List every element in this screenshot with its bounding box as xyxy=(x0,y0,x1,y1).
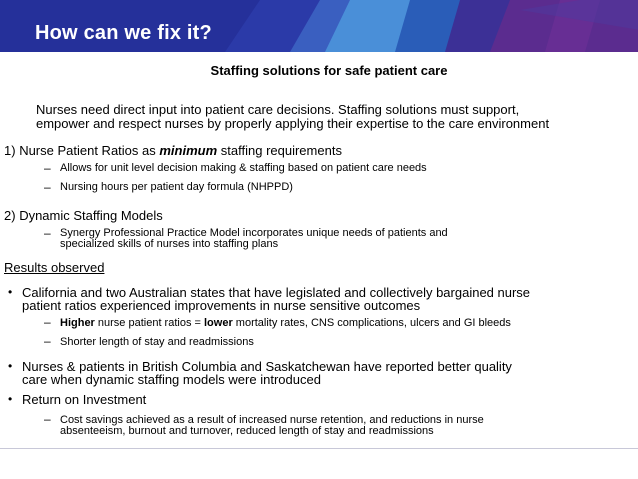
result-1-sub-2: Shorter length of stay and readmissions xyxy=(60,336,254,348)
slide-title: How can we fix it? xyxy=(35,22,212,44)
intro-line-1: Nurses need direct input into patient care decisions. Staffing solutions must support, xyxy=(36,102,520,117)
dash-marker: – xyxy=(44,226,51,240)
result-3-sub-line-2: absenteeism, burnout and turnover, reduced length of stay and readmissions xyxy=(60,425,434,437)
item-1-text-post: staffing requirements xyxy=(217,143,342,158)
results-heading: Results observed xyxy=(4,260,105,275)
result-1-line-2: patient ratios experienced improvements in nurse sensitive outcomes xyxy=(22,298,421,313)
slide-subtitle: Staffing solutions for safe patient care xyxy=(210,63,448,78)
item-1-sub-1: Allows for unit level decision making & staffing based on patient care needs xyxy=(60,162,427,174)
bullet-marker: • xyxy=(8,392,13,406)
result-1-line-1: California and two Australian states that have legislated and collectively bargained nurse xyxy=(22,285,531,300)
intro-line-2: empower and respect nurses by properly applying their expertise to the care environment xyxy=(36,116,550,131)
footer-divider xyxy=(0,448,638,449)
result-3-sub-line-1: Cost savings achieved as a result of increased nurse retention, and reductions in nurse xyxy=(60,414,484,426)
item-1 xyxy=(4,144,342,157)
dash-marker: – xyxy=(44,161,51,175)
dash-marker: – xyxy=(44,180,51,194)
bullet-marker: • xyxy=(8,285,13,299)
item-2-sub-line-1: Synergy Professional Practice Model incorporates unique needs of patients and xyxy=(60,227,448,239)
header-banner xyxy=(0,0,638,52)
bullet-marker: • xyxy=(8,359,13,373)
result-2-line-2: care when dynamic staffing models were introduced xyxy=(22,372,321,387)
result-1-sub-1-text-1: nurse patient ratios = xyxy=(94,317,204,329)
dash-marker: – xyxy=(44,334,51,348)
result-1-sub-1-bold-2: lower xyxy=(204,317,233,329)
item-2-text: Dynamic Staffing Models xyxy=(19,208,163,223)
item-1-number: 1) xyxy=(4,143,16,158)
result-1-sub-1-text-2: mortality rates, CNS complications, ulcers and GI bleeds xyxy=(232,317,511,329)
dash-marker: – xyxy=(44,412,51,426)
result-2-line-1: Nurses & patients in British Columbia and Saskatchewan have reported better quality xyxy=(22,359,512,374)
item-1-sub-2: Nursing hours per patient day formula (NHPPD) xyxy=(60,181,293,193)
result-3: Return on Investment xyxy=(22,392,147,407)
item-1-text-pre: Nurse Patient Ratios as xyxy=(19,143,160,158)
item-2-sub-line-2: specialized skills of nurses into staffing plans xyxy=(60,238,279,250)
result-1-sub-1 xyxy=(60,318,511,329)
dash-marker: – xyxy=(44,315,51,329)
item-2 xyxy=(4,209,163,222)
item-1-emphasis: minimum xyxy=(159,143,218,158)
item-2-number: 2) xyxy=(4,208,16,223)
result-1-sub-1-bold-1: Higher xyxy=(60,317,95,329)
